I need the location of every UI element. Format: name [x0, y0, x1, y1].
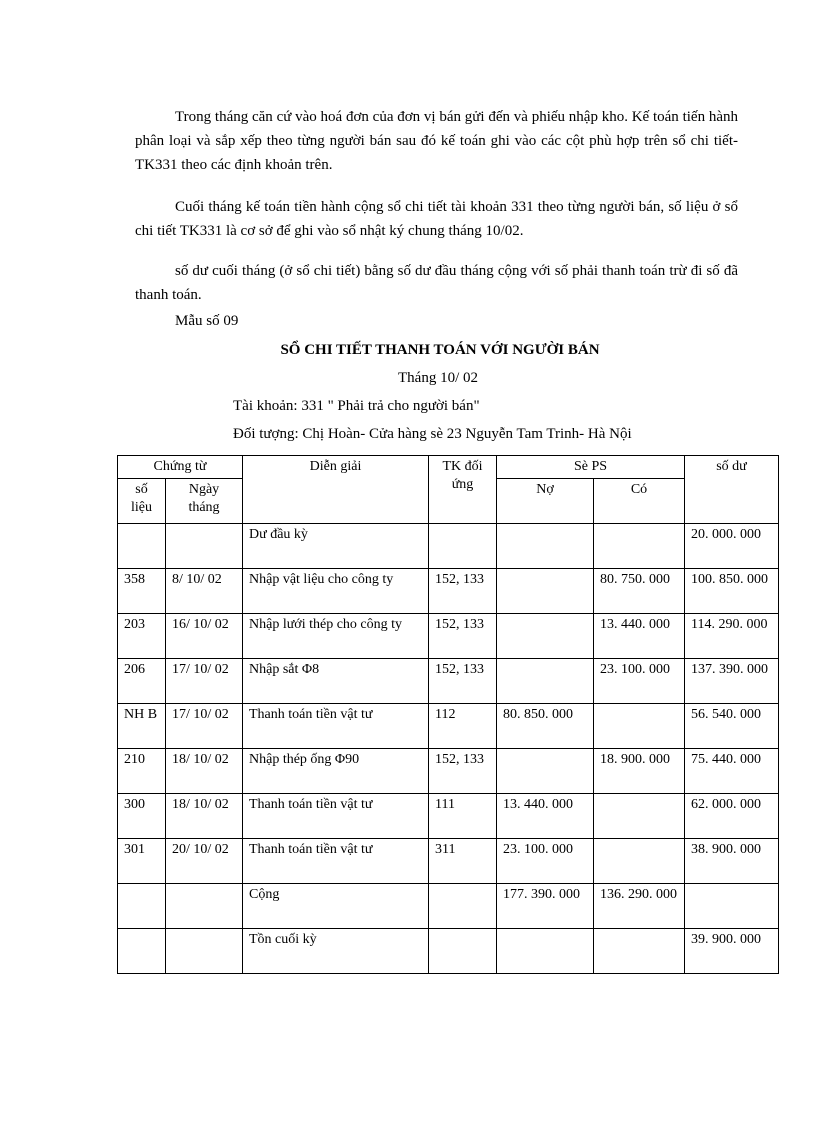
cell-credit [594, 839, 685, 884]
cell-balance: 39. 900. 000 [685, 929, 779, 974]
cell-account: 112 [429, 704, 497, 749]
cell-description: Tồn cuối kỳ [243, 929, 429, 974]
cell-description: Thanh toán tiền vật tư [243, 839, 429, 884]
cell-credit [594, 794, 685, 839]
cell-credit: 13. 440. 000 [594, 614, 685, 659]
cell-balance: 114. 290. 000 [685, 614, 779, 659]
cell-debit: 13. 440. 000 [497, 794, 594, 839]
cell-account: 152, 133 [429, 569, 497, 614]
cell-voucher-date: 20/ 10/ 02 [166, 839, 243, 884]
cell-balance: 75. 440. 000 [685, 749, 779, 794]
cell-account [429, 524, 497, 569]
document-title: SỔ CHI TIẾT THANH TOÁN VỚI NGƯỜI BÁN [280, 342, 600, 358]
cell-voucher-number: 301 [118, 839, 166, 884]
table-row [118, 839, 779, 884]
cell-voucher-number: 358 [118, 569, 166, 614]
table-row [118, 524, 779, 569]
cell-credit: 136. 290. 000 [594, 884, 685, 929]
cell-voucher-date: 18/ 10/ 02 [166, 794, 243, 839]
header-credit: Có [594, 479, 685, 524]
cell-voucher-number [118, 884, 166, 929]
table-row [118, 749, 779, 794]
cell-voucher-number: 300 [118, 794, 166, 839]
cell-debit: 177. 390. 000 [497, 884, 594, 929]
header-account: TK đối ứng [429, 456, 497, 524]
cell-debit [497, 569, 594, 614]
paragraph-1: Trong tháng căn cứ vào hoá đơn của đơn vị bán gửi đến và phiếu nhập kho. Kế toán tiến hành phân loại và sắp xếp theo từng người bán sau đó kế toán ghi vào các cột phù hợp trên sổ chi tiết- TK331 theo các định khoản trên. [135, 109, 738, 173]
cell-voucher-date: 17/ 10/ 02 [166, 704, 243, 749]
cell-debit [497, 749, 594, 794]
account-label: Tài khoản: 331 " Phải trả cho người bán" [233, 398, 480, 414]
cell-debit: 23. 100. 000 [497, 839, 594, 884]
cell-debit: 80. 850. 000 [497, 704, 594, 749]
cell-credit: 23. 100. 000 [594, 659, 685, 704]
cell-description: Cộng [243, 884, 429, 929]
header-description: Diễn giải [243, 456, 429, 524]
table-row [118, 794, 779, 839]
subject-label: Đối tượng: Chị Hoàn- Cửa hàng sè 23 Nguyễn Tam Trinh- Hà Nội [233, 426, 632, 442]
cell-description: Nhập sắt Φ8 [243, 659, 429, 704]
cell-credit: 18. 900. 000 [594, 749, 685, 794]
cell-voucher-date [166, 884, 243, 929]
header-number: số liệu [118, 479, 166, 524]
cell-debit [497, 524, 594, 569]
header-balance: số dư [685, 456, 779, 524]
header-date: Ngày tháng [166, 479, 243, 524]
cell-credit: 80. 750. 000 [594, 569, 685, 614]
cell-account: 152, 133 [429, 659, 497, 704]
table-row [118, 929, 779, 974]
header-debit: Nợ [497, 479, 594, 524]
table-row [118, 884, 779, 929]
header-voucher: Chứng từ [118, 456, 243, 479]
month-label: Tháng 10/ 02 [398, 370, 478, 386]
cell-description: Nhập lưới thép cho công ty [243, 614, 429, 659]
cell-debit [497, 929, 594, 974]
cell-description: Thanh toán tiền vật tư [243, 704, 429, 749]
cell-account: 152, 133 [429, 749, 497, 794]
cell-credit [594, 704, 685, 749]
cell-voucher-date: 8/ 10/ 02 [166, 569, 243, 614]
cell-balance: 20. 000. 000 [685, 524, 779, 569]
cell-credit [594, 929, 685, 974]
cell-voucher-number [118, 524, 166, 569]
cell-balance: 38. 900. 000 [685, 839, 779, 884]
paragraph-2: Cuối tháng kế toán tiền hành cộng sổ chi tiết tài khoản 331 theo từng người bán, số liệu ở sổ chi tiết TK331 là cơ sở để ghi vào sổ nhật ký chung tháng 10/02. [135, 199, 738, 239]
table-row [118, 569, 779, 614]
cell-balance: 62. 000. 000 [685, 794, 779, 839]
cell-voucher-date: 17/ 10/ 02 [166, 659, 243, 704]
cell-description: Thanh toán tiền vật tư [243, 794, 429, 839]
cell-account: 111 [429, 794, 497, 839]
table-row [118, 614, 779, 659]
table-row [118, 704, 779, 749]
form-number: Mẫu số 09 [175, 313, 239, 329]
cell-voucher-date: 16/ 10/ 02 [166, 614, 243, 659]
cell-voucher-number: NH B [118, 704, 166, 749]
cell-voucher-date: 18/ 10/ 02 [166, 749, 243, 794]
table-row [118, 659, 779, 704]
cell-voucher-number: 206 [118, 659, 166, 704]
cell-description: Dư đầu kỳ [243, 524, 429, 569]
header-turnover: Sè PS [497, 456, 685, 479]
cell-voucher-date [166, 524, 243, 569]
cell-account: 311 [429, 839, 497, 884]
cell-credit [594, 524, 685, 569]
cell-balance: 100. 850. 000 [685, 569, 779, 614]
cell-balance: 137. 390. 000 [685, 659, 779, 704]
cell-voucher-date [166, 929, 243, 974]
cell-account: 152, 133 [429, 614, 497, 659]
cell-voucher-number: 210 [118, 749, 166, 794]
cell-voucher-number [118, 929, 166, 974]
cell-balance [685, 884, 779, 929]
cell-debit [497, 659, 594, 704]
cell-account [429, 884, 497, 929]
cell-description: Nhập vật liệu cho công ty [243, 569, 429, 614]
paragraph-3: số dư cuối tháng (ở sổ chi tiết) bằng số dư đầu tháng cộng với số phải thanh toán trừ đi số đã thanh toán. [135, 263, 738, 303]
cell-debit [497, 614, 594, 659]
ledger-table [117, 455, 779, 974]
cell-balance: 56. 540. 000 [685, 704, 779, 749]
cell-voucher-number: 203 [118, 614, 166, 659]
cell-account [429, 929, 497, 974]
cell-description: Nhập thép ống Φ90 [243, 749, 429, 794]
